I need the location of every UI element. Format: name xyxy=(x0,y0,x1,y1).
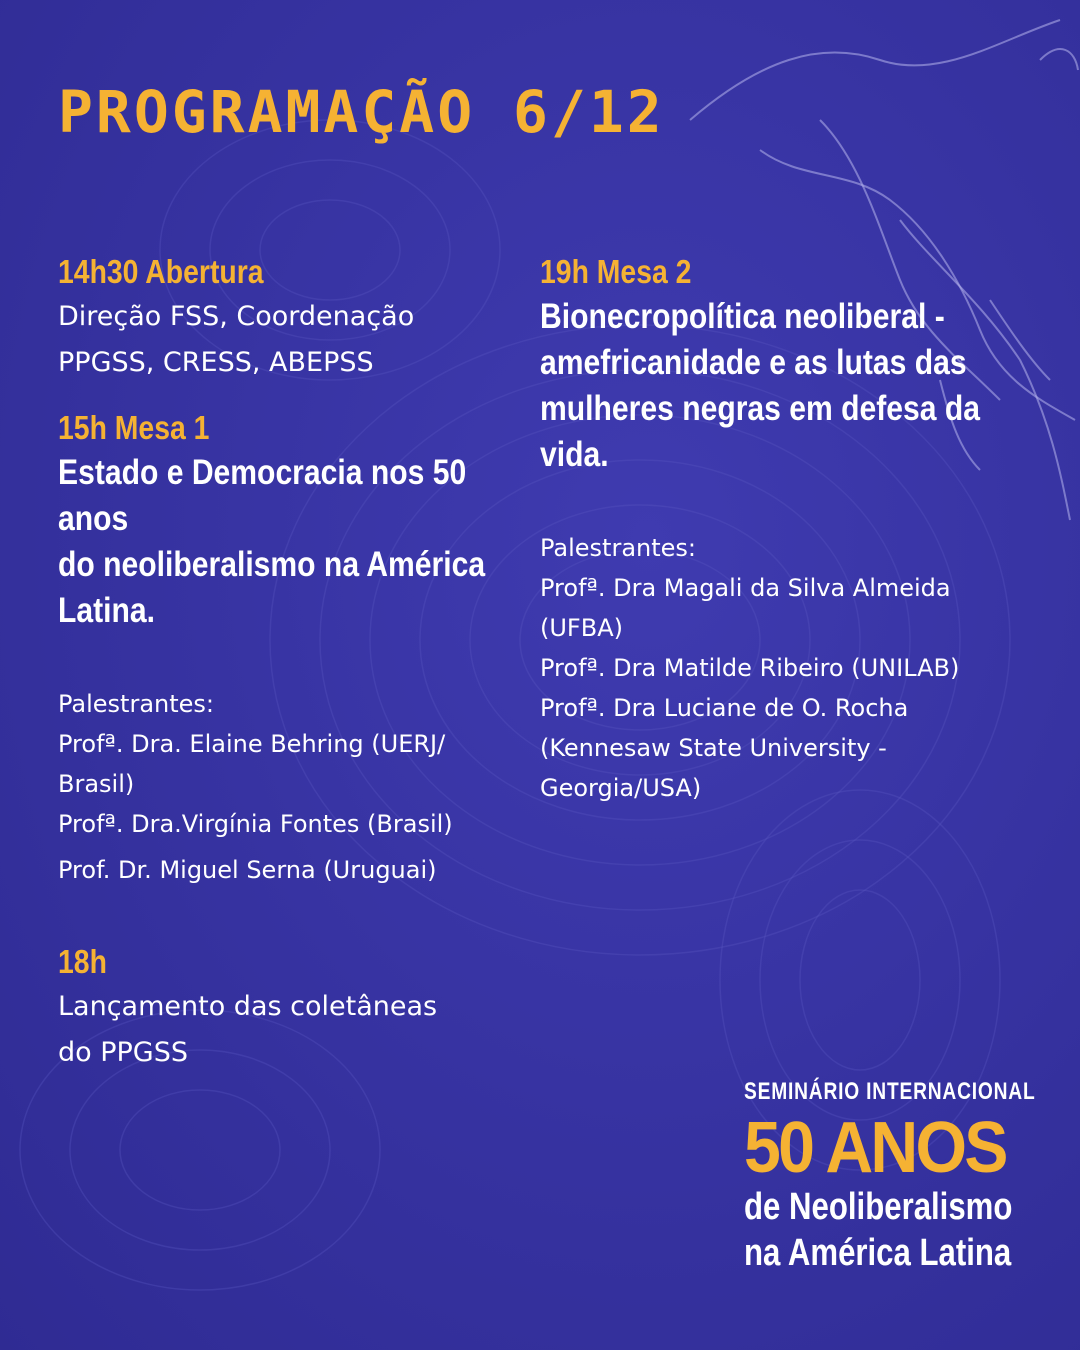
speaker: Prof. Dr. Miguel Serna (Uruguai) xyxy=(58,856,437,884)
logo-sub-line: de Neoliberalismo xyxy=(744,1186,1013,1228)
speakers-label: Palestrantes: xyxy=(540,534,696,562)
logo-kicker: SEMINÁRIO INTERNACIONAL xyxy=(744,1078,1036,1105)
slot-lancamento xyxy=(58,940,518,1076)
speaker: Profª. Dra Matilde Ribeiro (UNILAB) xyxy=(540,654,960,682)
slot-text-line: Lançamento das coletâneas xyxy=(58,991,438,1022)
speaker: Brasil) xyxy=(58,770,135,798)
speaker: (Kennesaw State University - xyxy=(540,734,887,762)
logo-big-text: 50 ANOS xyxy=(744,1108,1006,1188)
slot-heading-line: mulheres negras em defesa da vida. xyxy=(540,389,980,474)
slot-text-line: PPGSS, CRESS, ABEPSS xyxy=(58,347,374,378)
slot-time: 15h Mesa 1 xyxy=(58,409,210,446)
slot-heading-line: Bionecropolítica neoliberal - xyxy=(540,297,945,336)
slot-heading-line: Estado e Democracia nos 50 anos xyxy=(58,453,467,538)
seminar-logo xyxy=(744,1078,1034,1276)
speaker: Profª. Dra. Elaine Behring (UERJ/ xyxy=(58,730,446,758)
logo-sub-line: na América Latina xyxy=(744,1232,1012,1274)
slot-heading-line: do neoliberalismo na América xyxy=(58,545,486,584)
slot-mesa-1 xyxy=(58,406,518,890)
slot-text-line: Direção FSS, Coordenação xyxy=(58,301,415,332)
slot-time: 19h Mesa 2 xyxy=(540,253,692,290)
slot-abertura xyxy=(58,250,518,386)
slot-heading-line: Latina. xyxy=(58,591,156,630)
slot-text-line: do PPGSS xyxy=(58,1037,189,1068)
left-column xyxy=(58,250,518,1076)
slot-time: 14h30 Abertura xyxy=(58,253,264,290)
speaker: Profª. Dra.Virgínia Fontes (Brasil) xyxy=(58,810,453,838)
right-column xyxy=(540,250,1040,808)
speaker: Georgia/USA) xyxy=(540,774,702,802)
speakers-label: Palestrantes: xyxy=(58,690,214,718)
speaker: Profª. Dra Luciane de O. Rocha xyxy=(540,694,909,722)
slot-mesa-2 xyxy=(540,250,1040,808)
slot-heading-line: amefricanidade e as lutas das xyxy=(540,343,967,382)
slot-time: 18h xyxy=(58,943,107,980)
speaker: Profª. Dra Magali da Silva Almeida xyxy=(540,574,951,602)
speaker: (UFBA) xyxy=(540,614,623,642)
page-title: PROGRAMAÇÃO 6/12 xyxy=(58,78,665,146)
